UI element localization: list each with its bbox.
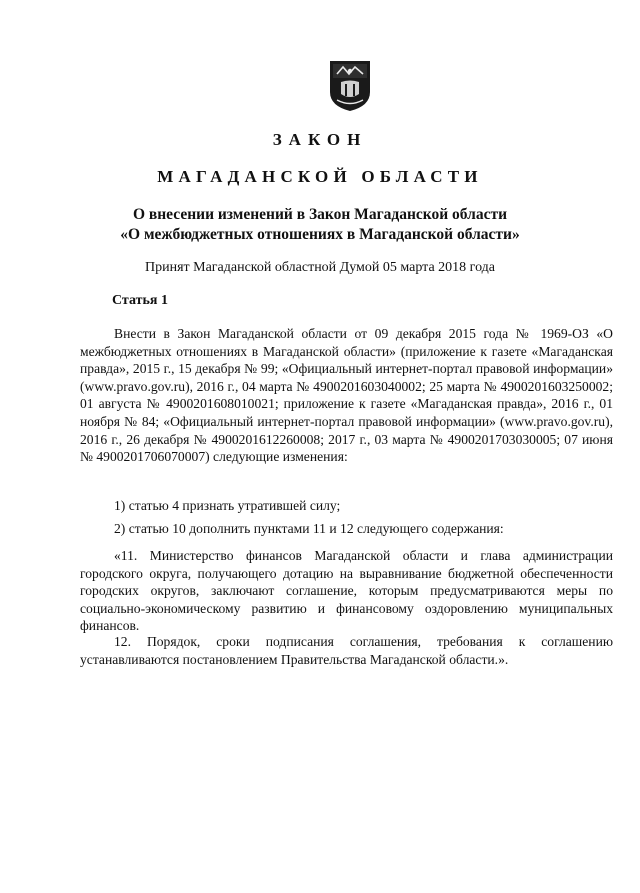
- amendment-item-2: 2) статью 10 дополнить пунктами 11 и 12 следующего содержания:: [114, 521, 504, 536]
- intro-paragraph: Внести в Закон Магаданской области от 09 декабря 2015 года № 1969-ОЗ «О межбюджетных отношениях в Магаданской области» (приложение к газете «Магаданская правда», 2015 г., 15 декабря № 99; «Официальный интернет-портал правовой информации» (www.pravo.gov.ru), 2016 г., 04 марта № 4900201603040002; 25 марта № 4900201603250002; 01 августа № 4900201608010021; приложение к газете «Магаданская правда», 2016 г., 01 ноября № 84; «Официальный интернет-портал правовой информации» (www.pravo.gov.ru), 2016 г., 26 декабря № 4900201612260008; 2017 г., 03 марта № 4900201703030005; 07 июня № 4900201706070007) следующие изменения:: [80, 326, 613, 465]
- amendment-item-1: 1) статью 4 признать утратившей силу;: [114, 498, 341, 513]
- adoption-note: Принят Магаданской областной Думой 05 марта 2018 года: [144, 260, 496, 275]
- article-heading: Статья 1: [112, 293, 168, 308]
- region-name: МАГАДАНСКОЙ ОБЛАСТИ: [157, 167, 483, 186]
- new-point-12: 12. Порядок, сроки подписания соглашения, требования к соглашению устанавливаются постановлением Правительства Магаданской области.».: [80, 634, 613, 667]
- magadan-coat-of-arms-icon: [329, 60, 371, 112]
- law-title: [0, 205, 640, 245]
- document-type: ЗАКОН: [272, 130, 368, 149]
- new-point-11: «11. Министерство финансов Магаданской области и глава администрации городского округа, получающего дотацию на выравнивание бюджетной обеспеченности городских округов, заключают соглашение, которым предусматриваются меры по социально-экономическому развитию и финансовому оздоровлению муниципальных финансов.: [80, 548, 613, 634]
- law-title-line-1: О внесении изменений в Закон Магаданской области: [132, 206, 508, 223]
- law-title-line-2: «О межбюджетных отношениях в Магаданской области»: [120, 226, 520, 243]
